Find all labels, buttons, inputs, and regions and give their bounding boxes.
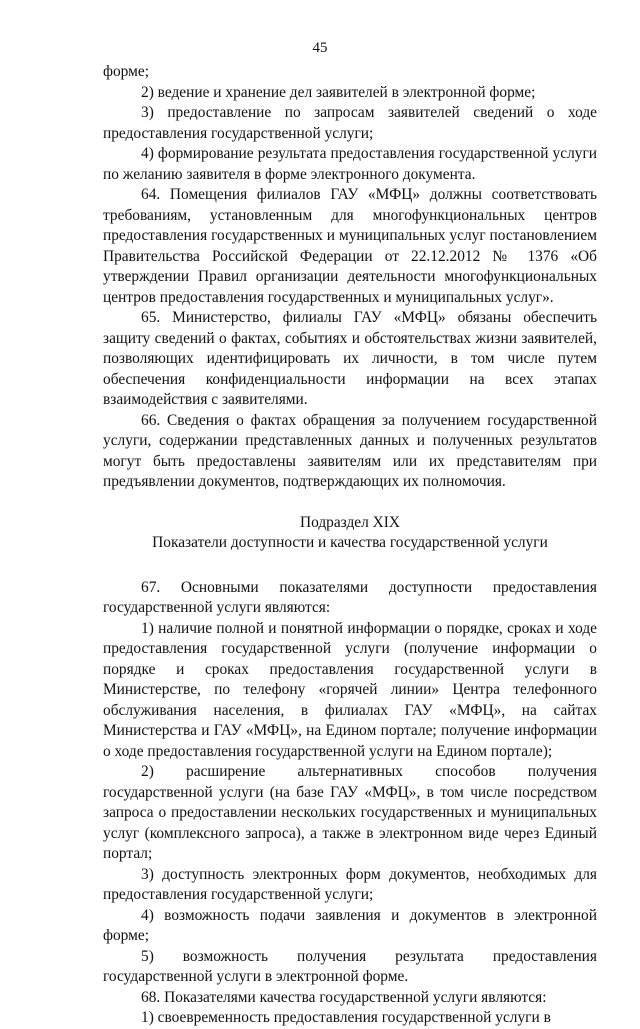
paragraph: 1) своевременность предоставления государственной услуги в bbox=[141, 1009, 551, 1026]
paragraph: 1) наличие полной и понятной информации о порядке, сроках и ходе предоставления государственной услуги (получение информации о порядке и сроках предоставления государственной услуги в Министерстве, по телефону «горячей линии» Центра телефонного обслуживания населения, в филиалах ГАУ «МФЦ», на сайтах Министерства и ГАУ «МФЦ», на Едином портале; получение информации о ходе предоставления государственной услуги на Едином портале); bbox=[103, 619, 597, 760]
paragraph: 65. Министерство, филиалы ГАУ «МФЦ» обязаны обеспечить защиту сведений о фактах, событиях и обстоятельствах жизни заявителей, позволяющих идентифицировать их личности, в том числе путем обеспечения конфиденциальности информации на всех этапах взаимодействия с заявителями. bbox=[103, 309, 597, 408]
paragraph: форме; bbox=[103, 63, 149, 80]
paragraph: 64. Помещения филиалов ГАУ «МФЦ» должны соответствовать требованиям, установленным для многофункциональных центров предоставления государственных и муниципальных услуг постановлением Правительства Российской Федерации от 22.12.2012 № 1376 «Об утверждении Правил организации деятельности многофункциональных центров предоставления государственных и муниципальных услуг». bbox=[103, 186, 597, 306]
paragraph: 3) предоставление по запросам заявителей сведений о ходе предоставления государственной услуги; bbox=[103, 104, 597, 142]
paragraphs-before bbox=[103, 62, 597, 493]
page-number: 45 bbox=[312, 40, 328, 56]
paragraph: 2) ведение и хранение дел заявителей в электронной форме; bbox=[141, 83, 536, 101]
paragraph: 66. Сведения о фактах обращения за получением государственной услуги, содержании представленных данных и полученных результатов могут быть предоставлены заявителям или их представителям при предъявлении документов, подтверждающих их полномочия. bbox=[103, 411, 597, 490]
paragraph: 68. Показателями качества государственной услуги являются: bbox=[141, 988, 547, 1006]
subsection-subtitle: Показатели доступности и качества государственной услуги bbox=[152, 534, 548, 551]
paragraph: 5) возможность получения результата предоставления государственной услуги в электронной форме. bbox=[103, 947, 597, 985]
paragraph: 4) формирование результата предоставления государственной услуги по желанию заявителя в форме электронного документа. bbox=[103, 145, 597, 183]
paragraph: 3) доступность электронных форм документов, необходимых для предоставления государственной услуги; bbox=[103, 865, 597, 903]
paragraphs-after bbox=[103, 578, 597, 1029]
document-body bbox=[103, 62, 597, 1029]
subsection-title: Подраздел XIX bbox=[299, 513, 401, 531]
paragraph: 2) расширение альтернативных способов получения государственной услуги (на базе ГАУ «МФЦ», в том числе посредством запроса о предоставлении нескольких государственных и муниципальных услуг (комплексного запроса), а также в электронном виде через Единый портал; bbox=[103, 763, 597, 862]
paragraph: 4) возможность подачи заявления и документов в электронной форме; bbox=[103, 906, 597, 944]
paragraph: 67. Основными показателями доступности предоставления государственной услуги являются: bbox=[103, 578, 597, 616]
